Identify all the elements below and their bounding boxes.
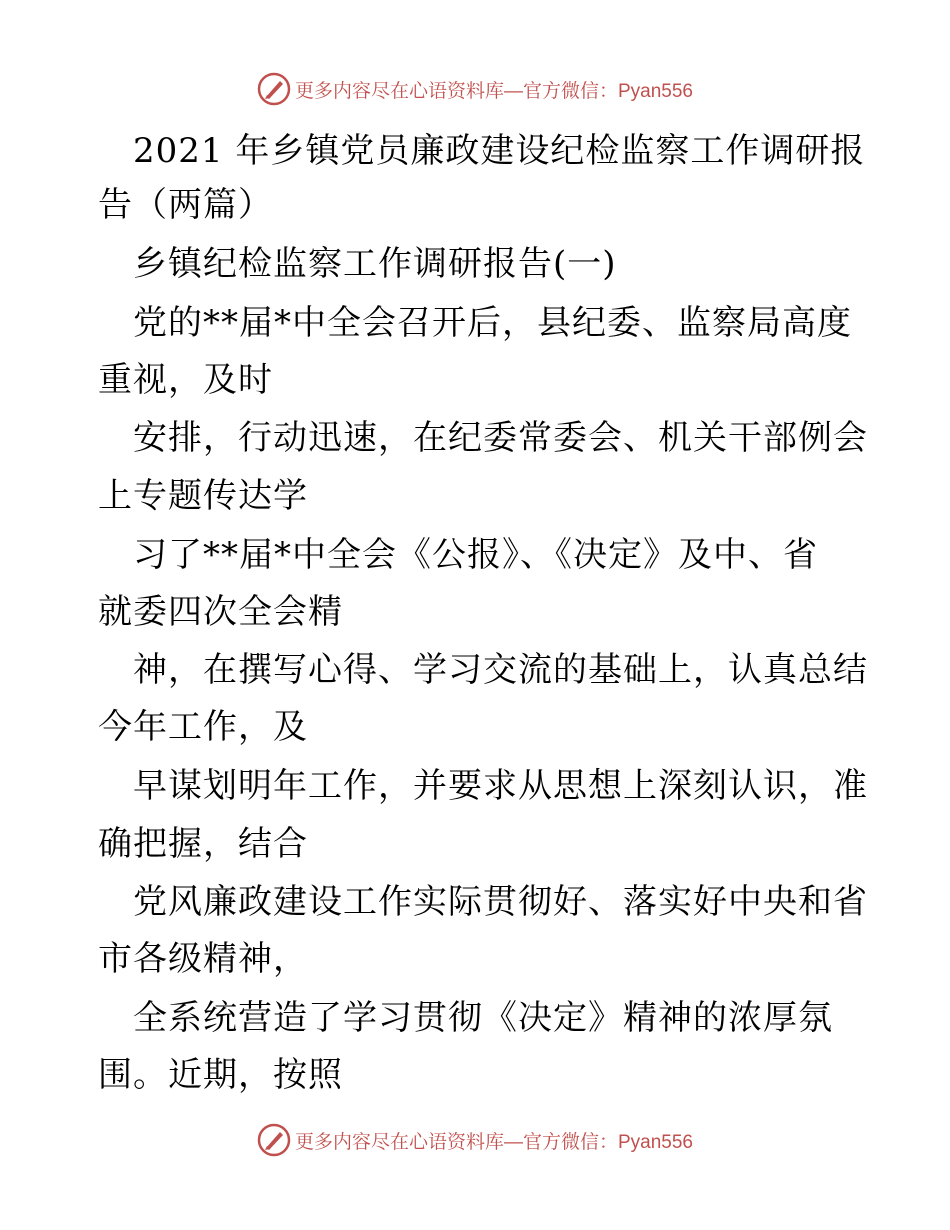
body-line: 围。近期，按照 xyxy=(98,1055,343,1095)
body-line: 确把握，结合 xyxy=(98,824,308,864)
body-line: 重视，及时 xyxy=(98,360,273,400)
watermark-text: 更多内容尽在心语资料库—官方微信：Pyan556 xyxy=(294,80,693,102)
body-line: 上专题传达学 xyxy=(98,476,308,516)
body-line: 神，在撰写心得、学习交流的基础上，认真总结 xyxy=(133,650,868,690)
body-line: 早谋划明年工作，并要求从思想上深刻认识，准 xyxy=(133,766,868,806)
watermark-text: 更多内容尽在心语资料库—官方微信：Pyan556 xyxy=(294,1131,693,1153)
body-line: 全系统营造了学习贯彻《决定》精神的浓厚氛 xyxy=(133,998,833,1038)
doc-title-line-2: 告（两篇） xyxy=(98,185,273,225)
body-line: 党风廉政建设工作实际贯彻好、落实好中央和省 xyxy=(133,882,868,922)
body-line: 今年工作，及 xyxy=(98,707,308,747)
body-line: 党的**届*中全会召开后，县纪委、监察局高度 xyxy=(133,303,852,343)
footer-watermark xyxy=(0,1120,950,1160)
body-line: 安排，行动迅速，在纪委常委会、机关干部例会 xyxy=(133,418,868,458)
body-line: 市各级精神， xyxy=(98,939,308,979)
doc-title-line-1: 2021 年乡镇党员廉政建设纪检监察工作调研报 xyxy=(133,131,866,171)
doc-subtitle: 乡镇纪检监察工作调研报告(一) xyxy=(133,244,617,284)
body-line: 就委四次全会精 xyxy=(98,592,343,632)
quill-logo-icon xyxy=(257,1123,291,1157)
body-line: 习了**届*中全会《公报》、《决定》及中、省 xyxy=(133,535,818,575)
